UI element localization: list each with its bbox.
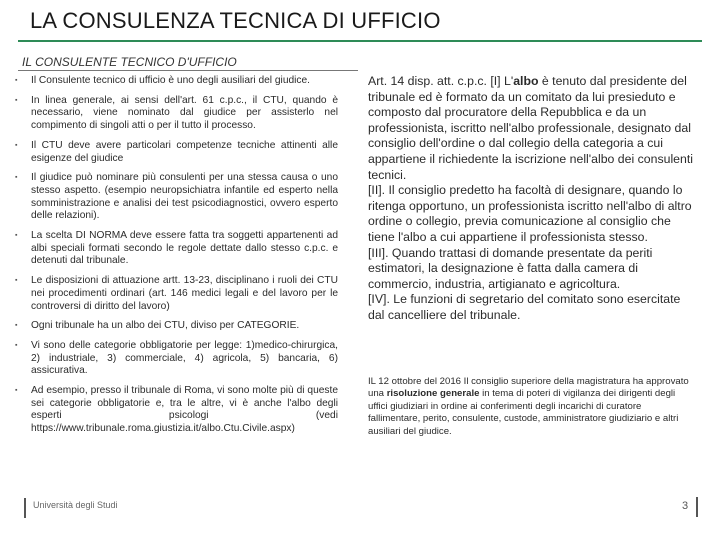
- note-text-before: IL 12 ottobre del 2016 Il consiglio superiore della magistratura ha approvato una: [368, 376, 689, 400]
- bullet-item: [14, 140, 338, 165]
- bullet-text: Le disposizioni di attuazione artt. 13-23, disciplinano i ruoli dei CTU nei procedimenti ordinari (art. 146 medici legali e del lavoro per le controversi di diritto del lavoro): [31, 275, 338, 312]
- bullet-item: [14, 95, 338, 133]
- bullet-marker-icon: ▪: [15, 387, 18, 395]
- bullet-marker-icon: ▪: [15, 141, 18, 149]
- footer-label: Università degli Studi: [33, 500, 118, 510]
- note-text-after: in tema di poteri di vigilanza dei dirigenti degli uffici giudiziari in ordine ai conferimenti degli incarichi di curatore fallimentare, perito, consulente, custode, amministratore giudiziario e altri ausiliari del giudice.: [368, 388, 679, 437]
- albo-keyword: albo: [513, 74, 539, 88]
- bullet-text: La scelta DI NORMA deve essere fatta tra soggetti appartenenti ad albi speciali formati secondo le regole dettate dallo stesso c.p.c. e detenuti dal tribunale.: [31, 230, 338, 267]
- article-14-text: [368, 74, 696, 324]
- footer-left-bar: [24, 498, 26, 518]
- bullet-item: [14, 320, 338, 333]
- article-body: è tenuto dal presidente del tribunale ed è formato da un comitato da lui presieduto e composto dal procuratore della Repubblica e da un professionista, iscritto nell'albo professionale, designato dal consiglio dell'ordine o dal collegio della categoria a cui appartiene il richiedente la iscrizione nell'albo dei consulenti tecnici.: [368, 74, 693, 182]
- bullet-marker-icon: ▪: [15, 341, 18, 349]
- bullet-list: [14, 75, 338, 443]
- subtitle-divider: [18, 70, 358, 71]
- bullet-marker-icon: ▪: [15, 232, 18, 240]
- article-paragraph: [IV]. Le funzioni di segretario del comitato sono esercitate dal cancelliere del tribunale.: [368, 292, 681, 322]
- slide-title: LA CONSULENZA TECNICA DI UFFICIO: [30, 8, 441, 33]
- bullet-item: [14, 275, 338, 313]
- note-bold: risoluzione generale: [386, 388, 480, 400]
- slide-subtitle: IL CONSULENTE TECNICO D'UFFICIO: [22, 55, 237, 69]
- bullet-text: Il CTU deve avere particolari competenze tecniche attinenti alle esigenze del giudice: [31, 139, 338, 164]
- bullet-item: [14, 75, 338, 88]
- bullet-item: [14, 340, 338, 378]
- article-paragraph: [III]. Quando trattasi di domande presentate da periti estimatori, la designazione è fatta dalla camera di commercio, industria, artigianato e agricoltura.: [368, 245, 653, 291]
- bullet-marker-icon: ▪: [15, 174, 18, 182]
- title-divider: [18, 40, 702, 42]
- article-paragraph: [II]. Il consiglio predetto ha facoltà di designare, quando lo ritenga opportuno, un professionista iscritto nell'albo di altro ordine o collegio, previa comunicazione al consiglio che tiene l'albo a cui appartiene il professionista stesso.: [368, 183, 692, 244]
- bullet-item: [14, 230, 338, 268]
- bullet-text: Il Consulente tecnico di ufficio è uno degli ausiliari del giudice.: [31, 75, 311, 86]
- bullet-marker-icon: ▪: [15, 277, 18, 285]
- bullet-marker-icon: ▪: [15, 77, 18, 84]
- page-number: 3: [682, 500, 689, 512]
- article-paragraph: [368, 74, 696, 183]
- bullet-text: In linea generale, ai sensi dell'art. 61 c.p.c., il CTU, quando è necessario, viene nominato dal giudice per assisterlo nel compimento di singoli atti o per il tutto il processo.: [31, 94, 338, 132]
- article-intro: Art. 14 disp. att. c.p.c. [I] L': [368, 74, 514, 88]
- bullet-text: Il giudice può nominare più consulenti per una stessa causa o uno stesso aspetto. (esempio neuropsichiatra infantile ed esperto nella somministrazione e analisi dei test psicodiagnostici, ovvero esperto delle relazioni).: [31, 172, 338, 222]
- bullet-text: Vi sono delle categorie obbligatorie per legge: 1)medico-chirurgica, 2) industriale, 3) commerciale, 4) agricola, 5) bancaria, 6) assicurativa.: [31, 339, 338, 377]
- bullet-marker-icon: ▪: [15, 96, 18, 104]
- csm-resolution-note: [368, 376, 696, 438]
- bullet-marker-icon: ▪: [15, 322, 18, 330]
- bullet-text: Ad esempio, presso il tribunale di Roma, vi sono molte più di queste sei categorie obbligatorie e, tra le altre, vi è anche l'albo degli esperti psicologi (vedi https://www.tribunale.roma.giustizia.it/albo.Ctu.Civile.aspx): [31, 385, 338, 435]
- bullet-item: [14, 385, 338, 436]
- bullet-text: Ogni tribunale ha un albo dei CTU, diviso per CATEGORIE.: [31, 320, 300, 332]
- footer-right-bar: [696, 497, 698, 517]
- bullet-item: [14, 172, 338, 223]
